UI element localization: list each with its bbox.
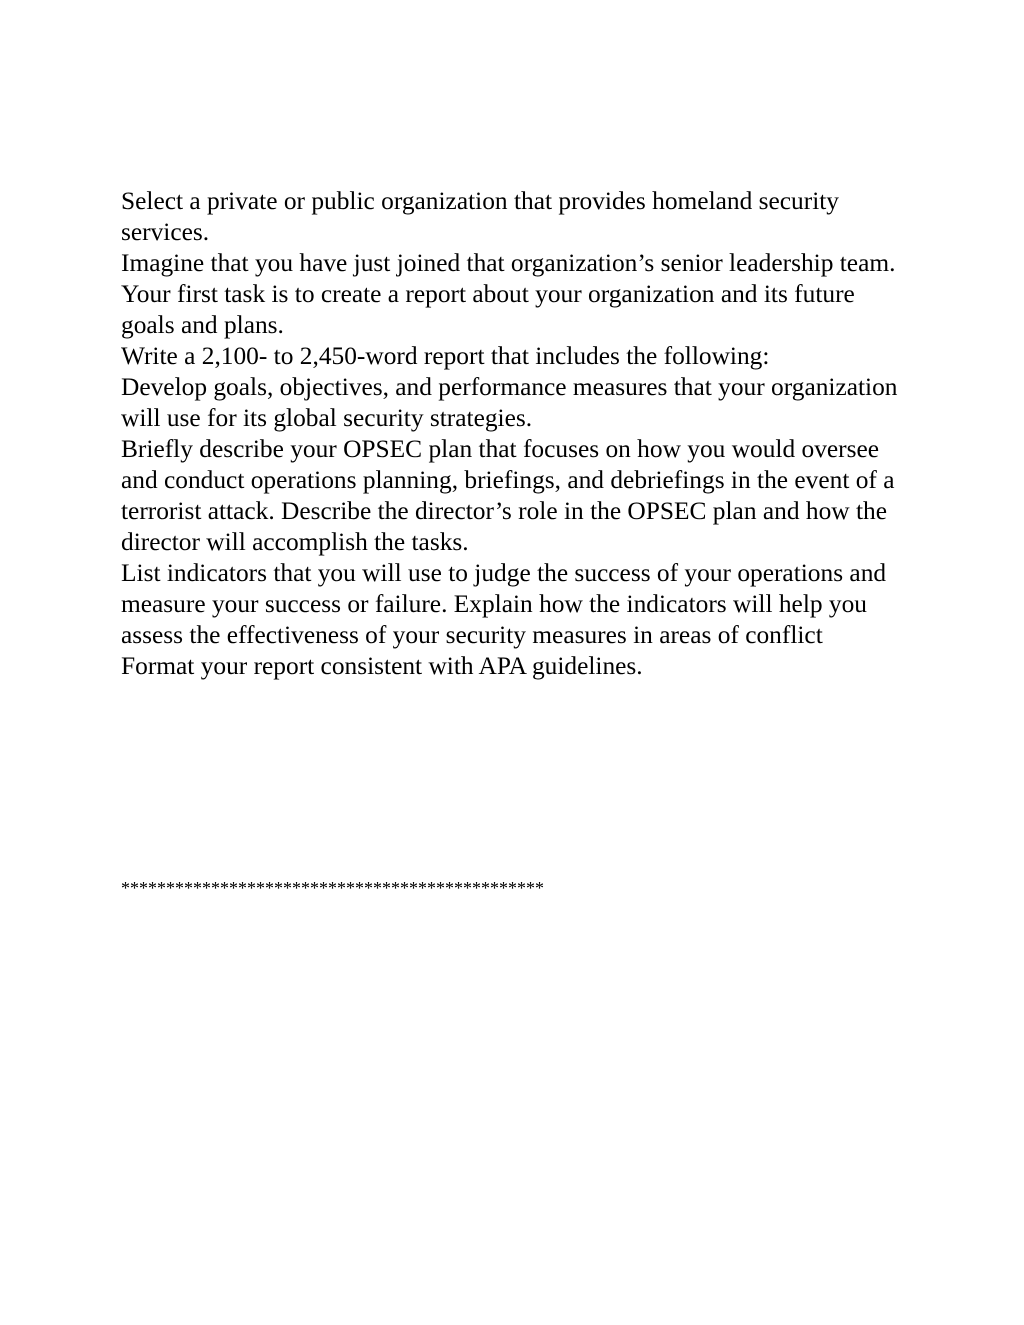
asterisk-separator: ***********************************************: [121, 878, 544, 898]
paragraph-format-apa: Format your report consistent with APA guidelines.: [121, 652, 643, 680]
paragraph-opsec-plan: Briefly describe your OPSEC plan that focuses on how you would oversee and conduct operations planning, briefings, and debriefings in the event of a terrorist attack. Describe the director’s role in the OPSEC plan and how the director will accomplish the tasks.: [121, 435, 895, 556]
paragraph-write-report: Write a 2,100- to 2,450-word report that includes the following:: [121, 342, 770, 370]
paragraph-list-indicators: List indicators that you will use to judge the success of your operations and measure your success or failure. Explain how the indicators will help you assess the effectiveness of your security measures in areas of conflict: [121, 559, 887, 649]
assignment-text: [121, 186, 911, 682]
paragraph-imagine-leadership: Imagine that you have just joined that organization’s senior leadership team. Your first task is to create a report about your organization and its future goals and plans.: [121, 249, 896, 339]
paragraph-select-organization: Select a private or public organization that provides homeland security services.: [121, 187, 840, 246]
paragraph-develop-goals: Develop goals, objectives, and performance measures that your organization will use for its global security strategies.: [121, 373, 898, 432]
